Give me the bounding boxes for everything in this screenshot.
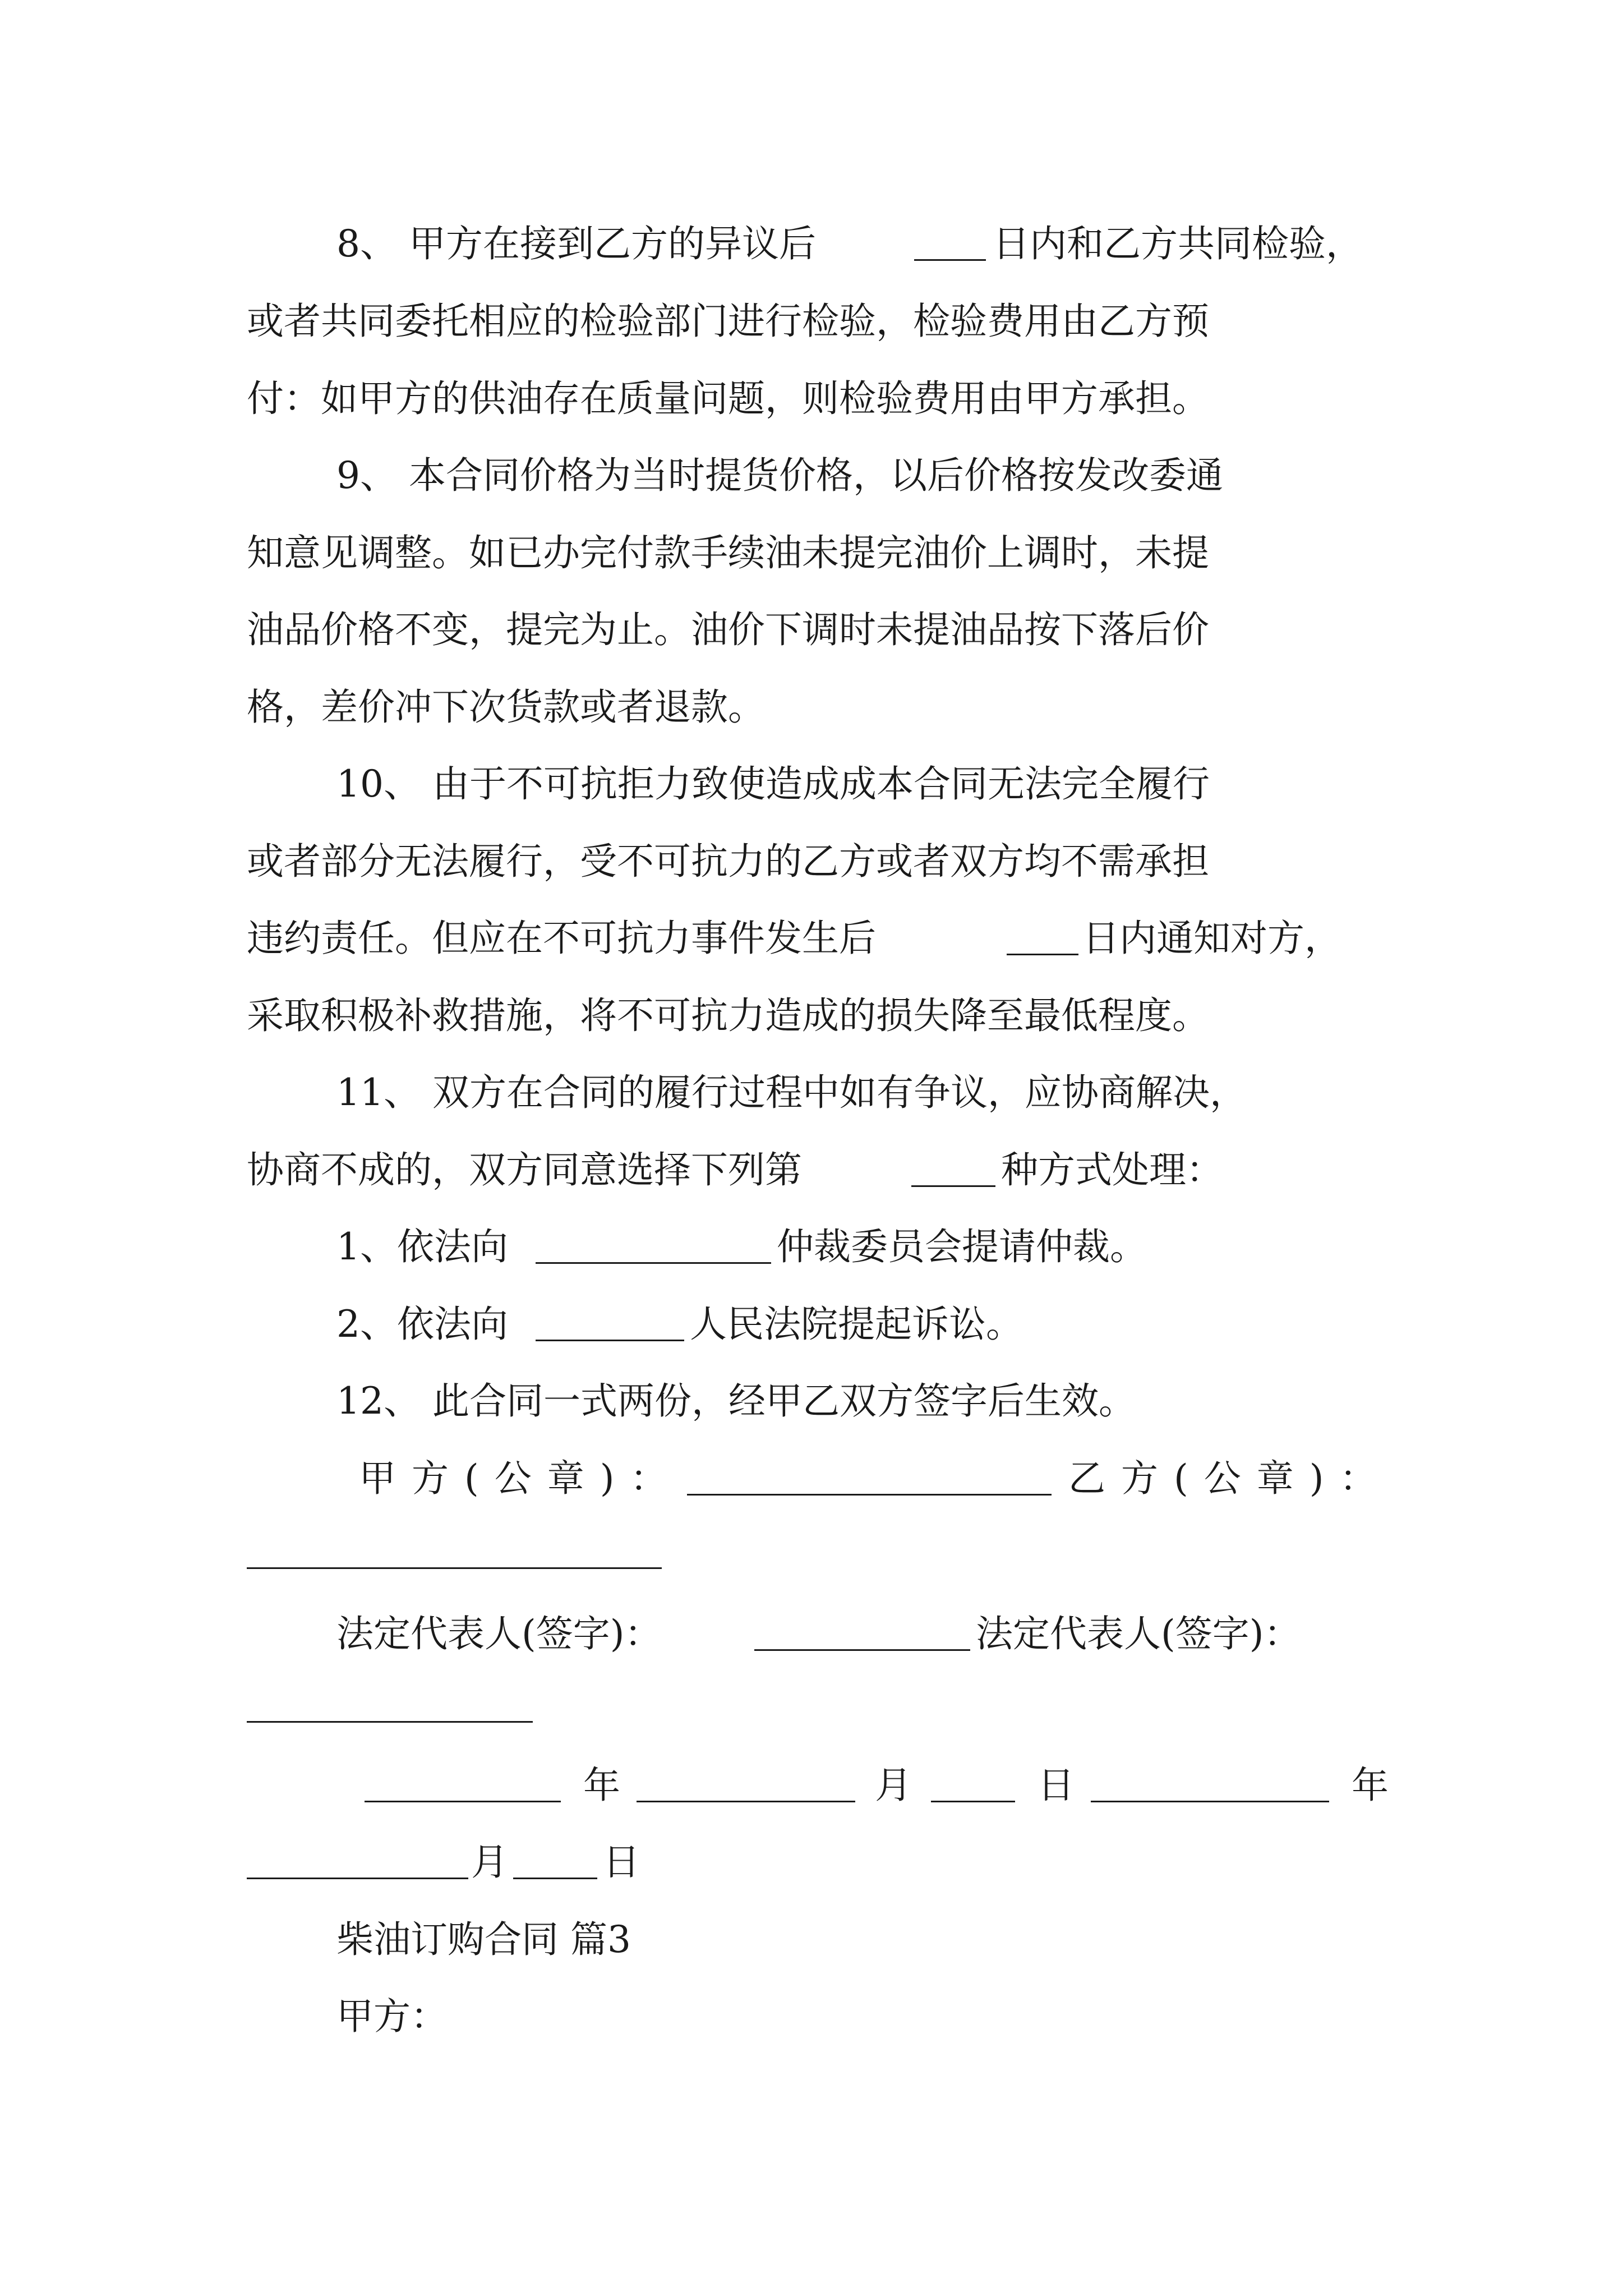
party-a-label: 甲方： bbox=[336, 1995, 448, 2038]
party-a-seal-blank bbox=[687, 1460, 1052, 1496]
day-b-label: 日 bbox=[603, 1841, 640, 1884]
month-a-label: 月 bbox=[875, 1764, 912, 1807]
day-a-label: 日 bbox=[1038, 1764, 1075, 1807]
item9-text-1: 9、 本合同价格为当时提货价格，以后价格按发改委通 bbox=[336, 454, 1223, 497]
party-b-seal-label: 乙方(公章)： bbox=[1068, 1457, 1393, 1500]
option2-text-b: 人民法院提起诉讼。 bbox=[690, 1303, 1023, 1346]
method-blank bbox=[911, 1152, 995, 1187]
section-title-text: 柴油订购合同 篇3 bbox=[336, 1918, 631, 1961]
item10-text-1: 10、 由于不可抗拒力致使造成成本合同无法完全履行 bbox=[336, 762, 1210, 806]
item10-text-3b: 日内通知对方， bbox=[1082, 917, 1341, 960]
day-b-blank bbox=[513, 1844, 597, 1879]
days-blank bbox=[914, 226, 986, 261]
item8-text-b: 日内和乙方共同检验， bbox=[993, 222, 1363, 265]
item11-text-1: 11、 双方在合同的履行过程中如有争议，应协商解决， bbox=[336, 1071, 1247, 1114]
year-a-label: 年 bbox=[583, 1764, 620, 1807]
item10-text-3a: 违约责任。但应在不可抗力事件发生后 bbox=[247, 917, 876, 960]
rep-b-label: 法定代表人(签字)： bbox=[976, 1612, 1301, 1655]
item11-text-2a: 协商不成的，双方同意选择下列第 bbox=[247, 1148, 802, 1191]
month-a-blank bbox=[637, 1767, 855, 1802]
item9-text-3: 油品价格不变，提完为止。油价下调时未提油品按下落后价 bbox=[247, 608, 1209, 651]
year-b-blank bbox=[1091, 1767, 1329, 1802]
rep-b-blank bbox=[247, 1721, 533, 1723]
days-blank bbox=[1007, 920, 1078, 955]
item9-text-4: 格，差价冲下次货款或者退款。 bbox=[247, 685, 765, 729]
item8-text-3: 付：如甲方的供油存在质量问题，则检验费用由甲方承担。 bbox=[247, 377, 1209, 420]
option1-text-b: 仲裁委员会提请仲裁。 bbox=[777, 1225, 1147, 1268]
month-b-blank bbox=[247, 1844, 468, 1879]
court-blank bbox=[536, 1306, 684, 1341]
rep-a-blank bbox=[754, 1616, 970, 1651]
item8-text-a: 8、 甲方在接到乙方的异议后 bbox=[336, 222, 816, 265]
option1-text-a: 1、依法向 bbox=[336, 1225, 508, 1268]
rep-a-label: 法定代表人(签字)： bbox=[336, 1612, 662, 1655]
party-b-seal-blank bbox=[247, 1567, 662, 1569]
party-a-seal-label: 甲方(公章)： bbox=[359, 1457, 683, 1500]
year-a-blank bbox=[365, 1767, 561, 1802]
item8-text-2: 或者共同委托相应的检验部门进行检验，检验费用由乙方预 bbox=[247, 300, 1209, 343]
item10-text-4: 采取积极补救措施，将不可抗力造成的损失降至最低程度。 bbox=[247, 994, 1209, 1037]
item12-text-1: 12、 此合同一式两份，经甲乙双方签字后生效。 bbox=[336, 1379, 1136, 1423]
arbitration-blank bbox=[536, 1228, 771, 1264]
month-b-label: 月 bbox=[471, 1841, 508, 1884]
item9-text-2: 知意见调整。如已办完付款手续油未提完油价上调时，未提 bbox=[247, 531, 1209, 574]
year-b-label: 年 bbox=[1352, 1764, 1389, 1807]
item11-text-2b: 种方式处理： bbox=[1001, 1148, 1223, 1191]
option2-text-a: 2、依法向 bbox=[336, 1303, 508, 1346]
item10-text-2: 或者部分无法履行，受不可抗力的乙方或者双方均不需承担 bbox=[247, 840, 1209, 883]
day-a-blank bbox=[931, 1767, 1015, 1802]
